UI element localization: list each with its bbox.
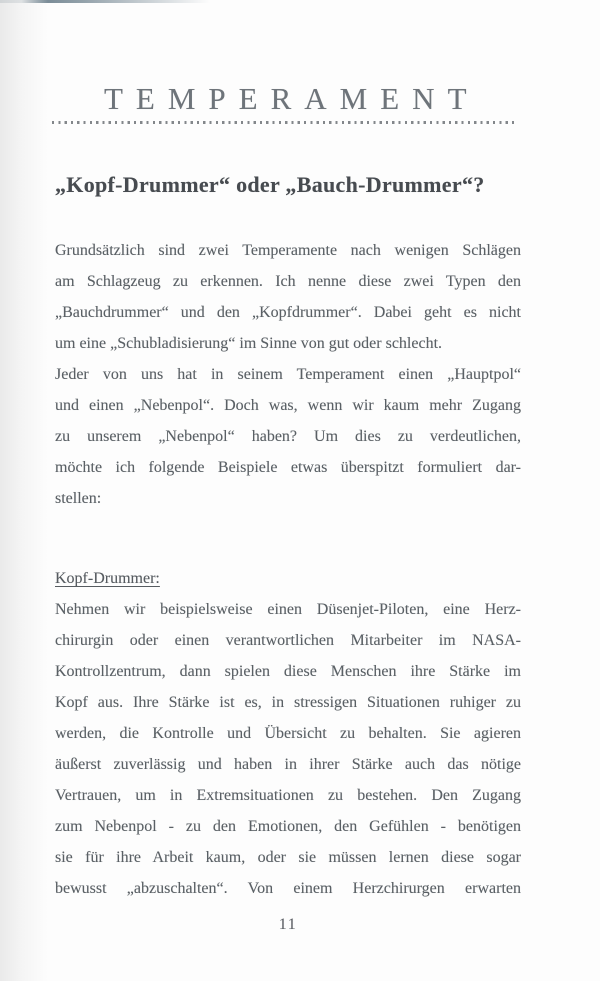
text-line: Kopf aus. Ihre Stärke ist es, in stressigen Situationen ruhiger zu xyxy=(55,694,521,711)
text-line: bewusst „abzuschalten“. Von einem Herzchirurgen erwarten xyxy=(55,880,521,897)
text-line: möchte ich folgende Beispiele etwas überspitzt formuliert dar- xyxy=(55,459,521,476)
text-line: Grundsätzlich sind zwei Temperamente nach wenigen Schlägen xyxy=(55,242,521,259)
paragraph-kopf-drummer xyxy=(55,594,521,904)
text-line: und einen „Nebenpol“. Doch was, wenn wir kaum mehr Zugang xyxy=(55,397,521,414)
text-line: chirurgin oder einen verantwortlichen Mitarbeiter im NASA- xyxy=(55,632,521,649)
text-line: am Schlagzeug zu erkennen. Ich nenne diese zwei Typen den xyxy=(55,273,521,290)
text-line: stellen: xyxy=(55,490,102,507)
section-heading-kopf-drummer: Kopf-Drummer: xyxy=(55,570,160,587)
text-line: zum Nebenpol - zu den Emotionen, den Gefühlen - benötigen xyxy=(55,818,521,835)
paragraph-intro-2 xyxy=(55,359,521,514)
page-gutter-shadow xyxy=(0,0,48,981)
text-line: Nehmen wir beispielsweise einen Düsenjet-Piloten, eine Herz- xyxy=(55,601,521,618)
body-text xyxy=(55,235,521,904)
dotted-divider xyxy=(52,121,518,124)
text-line: werden, die Kontrolle und Übersicht zu behalten. Sie agieren xyxy=(55,725,521,742)
text-line: Vertrauen, um in Extremsituationen zu bestehen. Den Zugang xyxy=(55,787,521,804)
text-line: Kontrollzentrum, dann spielen diese Menschen ihre Stärke im xyxy=(55,663,521,680)
paragraph-intro-1 xyxy=(55,235,521,359)
text-line: „Bauchdrummer“ und den „Kopfdrummer“. Dabei geht es nicht xyxy=(55,304,521,321)
text-line: um eine „Schubladisierung“ im Sinne von gut oder schlecht. xyxy=(55,335,443,352)
text-line: äußerst zuverlässig und haben in ihrer Stärke auch das nötige xyxy=(55,756,521,773)
chapter-title: TEMPERAMENT xyxy=(104,81,480,116)
text-line: Jeder von uns hat in seinem Temperament einen „Hauptpol“ xyxy=(55,366,521,383)
page-number: 11 xyxy=(278,916,298,933)
text-line: zu unserem „Nebenpol“ haben? Um dies zu verdeutlichen, xyxy=(55,428,521,445)
text-line: sie für ihre Arbeit kaum, oder sie müssen lernen diese sogar xyxy=(55,849,521,866)
article-heading: „Kopf-Drummer“ oder „Bauch-Drummer“? xyxy=(55,172,485,197)
